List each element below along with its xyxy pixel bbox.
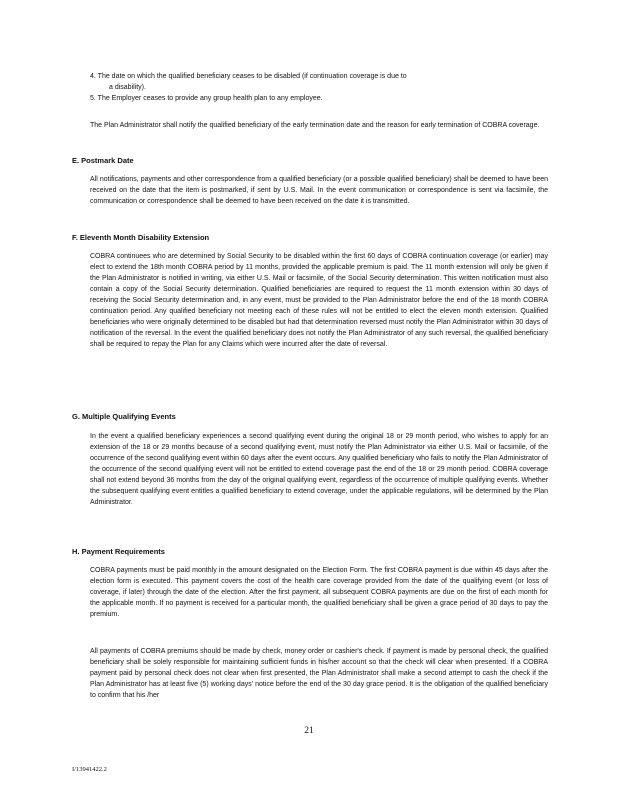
section-heading-postmark-date: E. Postmark Date [72, 156, 134, 165]
section-body-disability-extension: COBRA continuees who are determined by Social Security to be disabled within the first 60 days of COBRA continuation coverage (or earlier) may elect to extend the 18th month COBRA period by 11 months, provided the applicable premium is paid. The 11 month extension will only be given if the Plan Administrator is notified in writing, via either U.S. Mail or facsimile, of the Social Security determination. This written notification must also contain a copy of the Social Security determination. Qualified beneficiaries are required to request the 11 month extension within 30 days of receiving the Social Security determination and, in any event, must be provided to the Plan Administrator before the end of the 18 month COBRA continuation period. Any qualified beneficiary not meeting each of these rules will not be entitled to elect the eleven month extension. Qualified beneficiaries who were originally determined to be disabled but had that determination reversed must notify the Plan Administrator within 30 days of notification of the reversal. In the event the qualified beneficiary does not notify the Plan Administrator of any such reversal, the qualified beneficiary shall be required to repay the Plan for any Claims which were incurred after the date of reversal. [90, 253, 548, 348]
section-heading-disability-extension: F. Eleventh Month Disability Extension [72, 233, 210, 242]
list-text: The Employer ceases to provide any group health plan to any employee. [97, 95, 323, 102]
list-text: The date on which the qualified beneficiary ceases to be disabled (if continuation coverage is due to [97, 73, 407, 80]
notice-paragraph: The Plan Administrator shall notify the qualified beneficiary of the early termination date and the reason for early termination of COBRA coverage. [90, 122, 540, 129]
section-body-multiple-qualifying-events: In the event a qualified beneficiary experiences a second qualifying event during the original 18 or 29 month period, who wishes to apply for an extension of the 18 or 29 months because of a second qualifying event, must notify the Plan Administrator via either U.S. Mail or facsimile, of the occurrence of the second qualifying event within 60 days after the event occurs. Any qualified beneficiary who fails to notify the Plan Administrator of the occurrence of the second qualifying event will not be entitled to extend coverage past the end of the 18 or 29 month period. COBRA coverage shall not extend beyond 36 months from the day of the original qualifying event, regardless of the occurrence of multiple qualifying events. Whether the subsequent qualifying event entitles a qualified beneficiary to extend coverage, under the applicable regulations, will be determined by the Plan Administrator. [90, 433, 548, 506]
section-heading-payment-requirements: H. Payment Requirements [72, 547, 165, 556]
list-text-continuation: a disability). [109, 84, 146, 91]
section-body-payment-requirements-2: All payments of COBRA premiums should be made by check, money order or cashier's check. If payment is made by personal check, the qualified beneficiary shall be solely responsible for maintaining sufficient funds in his/her account so that the check will clear when presented. If a COBRA payment paid by personal check does not clear when first presented, the Plan Administrator shall make a second attempt to cash the check if the Plan Administrator has at least five (5) working days' notice before the end of the 30 day grace period. It is the obligation of the qualified beneficiary to confirm that his /her [90, 648, 548, 699]
section-body-payment-requirements-1: COBRA payments must be paid monthly in the amount designated on the Election Form. The first COBRA payment is due within 45 days after the election form is executed. This payment covers the cost of the health care coverage provided from the date of the qualifying event (or loss of coverage, if later) through the date of the election. After the first payment, all subsequent COBRA payments are due on the first of each month for the applicable month. If no payment is received for a particular month, the qualified beneficiary shall be given a grace period of 30 days to pay the premium. [90, 567, 548, 618]
list-number: 5. [90, 95, 96, 102]
section-heading-multiple-qualifying-events: G. Multiple Qualifying Events [72, 412, 176, 421]
numbered-list [90, 71, 550, 104]
section-body-postmark-date: All notifications, payments and other correspondence from a qualified beneficiary (or a possible qualified beneficiary) shall be deemed to have been received on the date that the item is postmarked, if sent by U.S. Mail. In the event communication or correspondence is sent via facsimile, the communication or correspondence shall be deemed to have been received on the date it is transmitted. [90, 176, 548, 205]
page-number: 21 [304, 726, 314, 736]
list-item [90, 93, 550, 104]
list-item [90, 71, 550, 93]
list-number: 4. [90, 73, 96, 80]
document-id: I/13941422.2 [72, 766, 107, 773]
